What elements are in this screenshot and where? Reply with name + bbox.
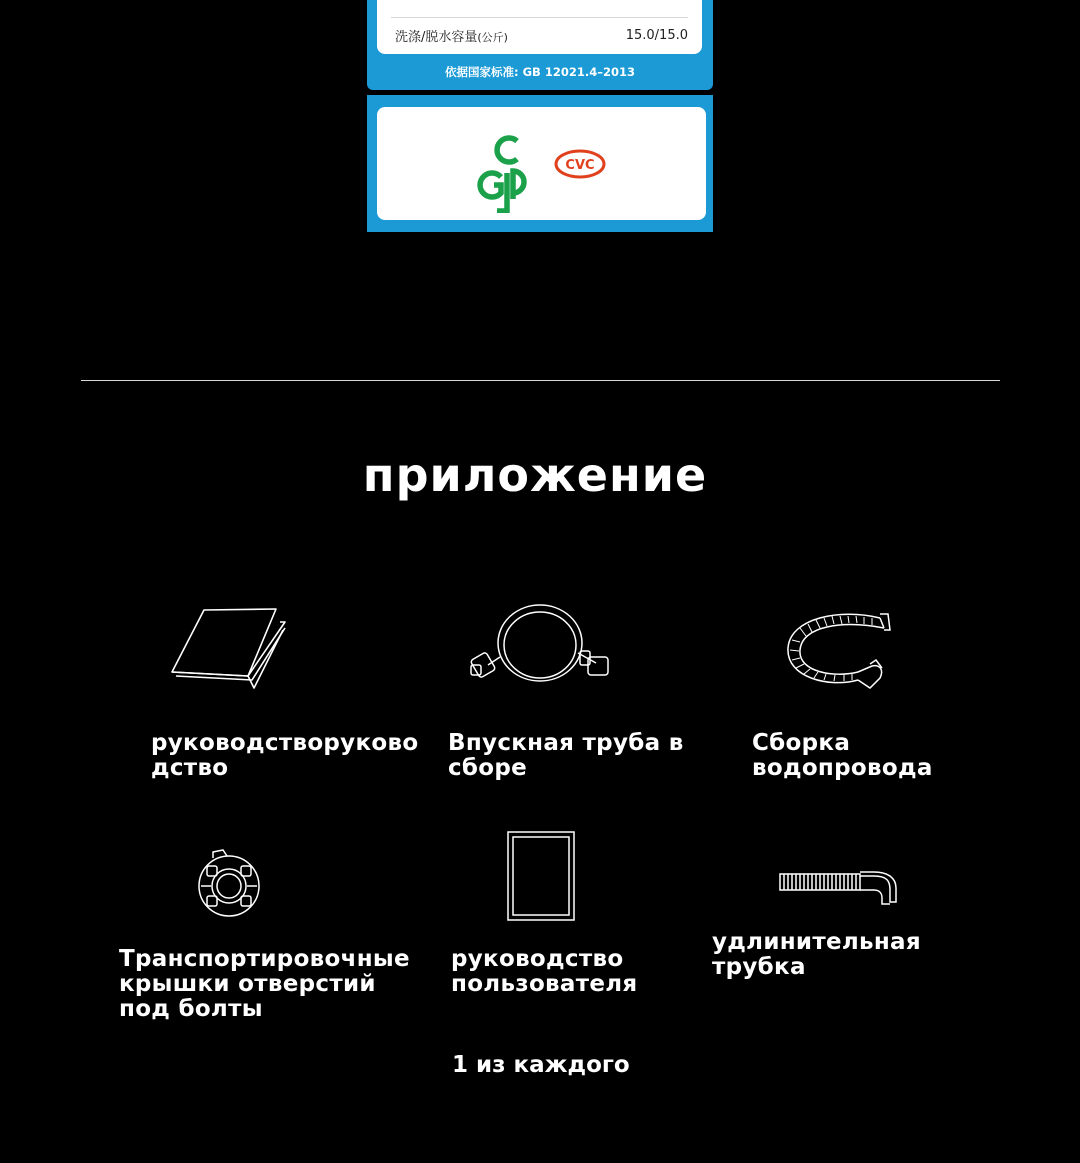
certification-card xyxy=(367,95,713,232)
bolt-cap-icon xyxy=(193,846,265,920)
item-label-bolt-caps: Транспортировочные крышки отверстий под болты xyxy=(119,946,410,1022)
user-guide-icon xyxy=(506,830,576,922)
capacity-label: 洗涤/脱水容量 xyxy=(395,30,478,45)
cvc-logo xyxy=(553,148,607,184)
extension-tube-icon xyxy=(778,866,900,908)
label-divider xyxy=(391,17,688,18)
cvc-text: CVC xyxy=(565,158,595,173)
capacity-row xyxy=(395,26,688,45)
item-label-user-guide: руководство пользователя xyxy=(451,946,638,997)
inlet-hose-icon xyxy=(468,599,616,687)
certification-panel xyxy=(377,107,706,220)
item-label-manual: руководствoруково дство xyxy=(151,730,419,781)
capacity-value: 15.0/15.0 xyxy=(625,28,688,43)
item-label-extension-tube: удлинительная трубка xyxy=(712,929,921,980)
section-divider xyxy=(81,380,1000,381)
section-title: приложение xyxy=(362,448,708,502)
quantity-note: 1 из каждого xyxy=(452,1052,630,1078)
drain-hose-icon xyxy=(780,608,895,698)
green-certification-logo xyxy=(477,127,541,217)
standard-text: 依据国家标准: GB 12021.4–2013 xyxy=(445,65,635,79)
capacity-unit: (公斤) xyxy=(477,31,508,44)
item-label-drain-hose: Сборка водопровода xyxy=(752,730,933,781)
item-label-inlet-hose: Впускная труба в сборе xyxy=(448,730,684,781)
energy-label-panel xyxy=(377,0,702,54)
energy-label xyxy=(367,0,713,90)
manual-book-icon xyxy=(168,606,290,694)
